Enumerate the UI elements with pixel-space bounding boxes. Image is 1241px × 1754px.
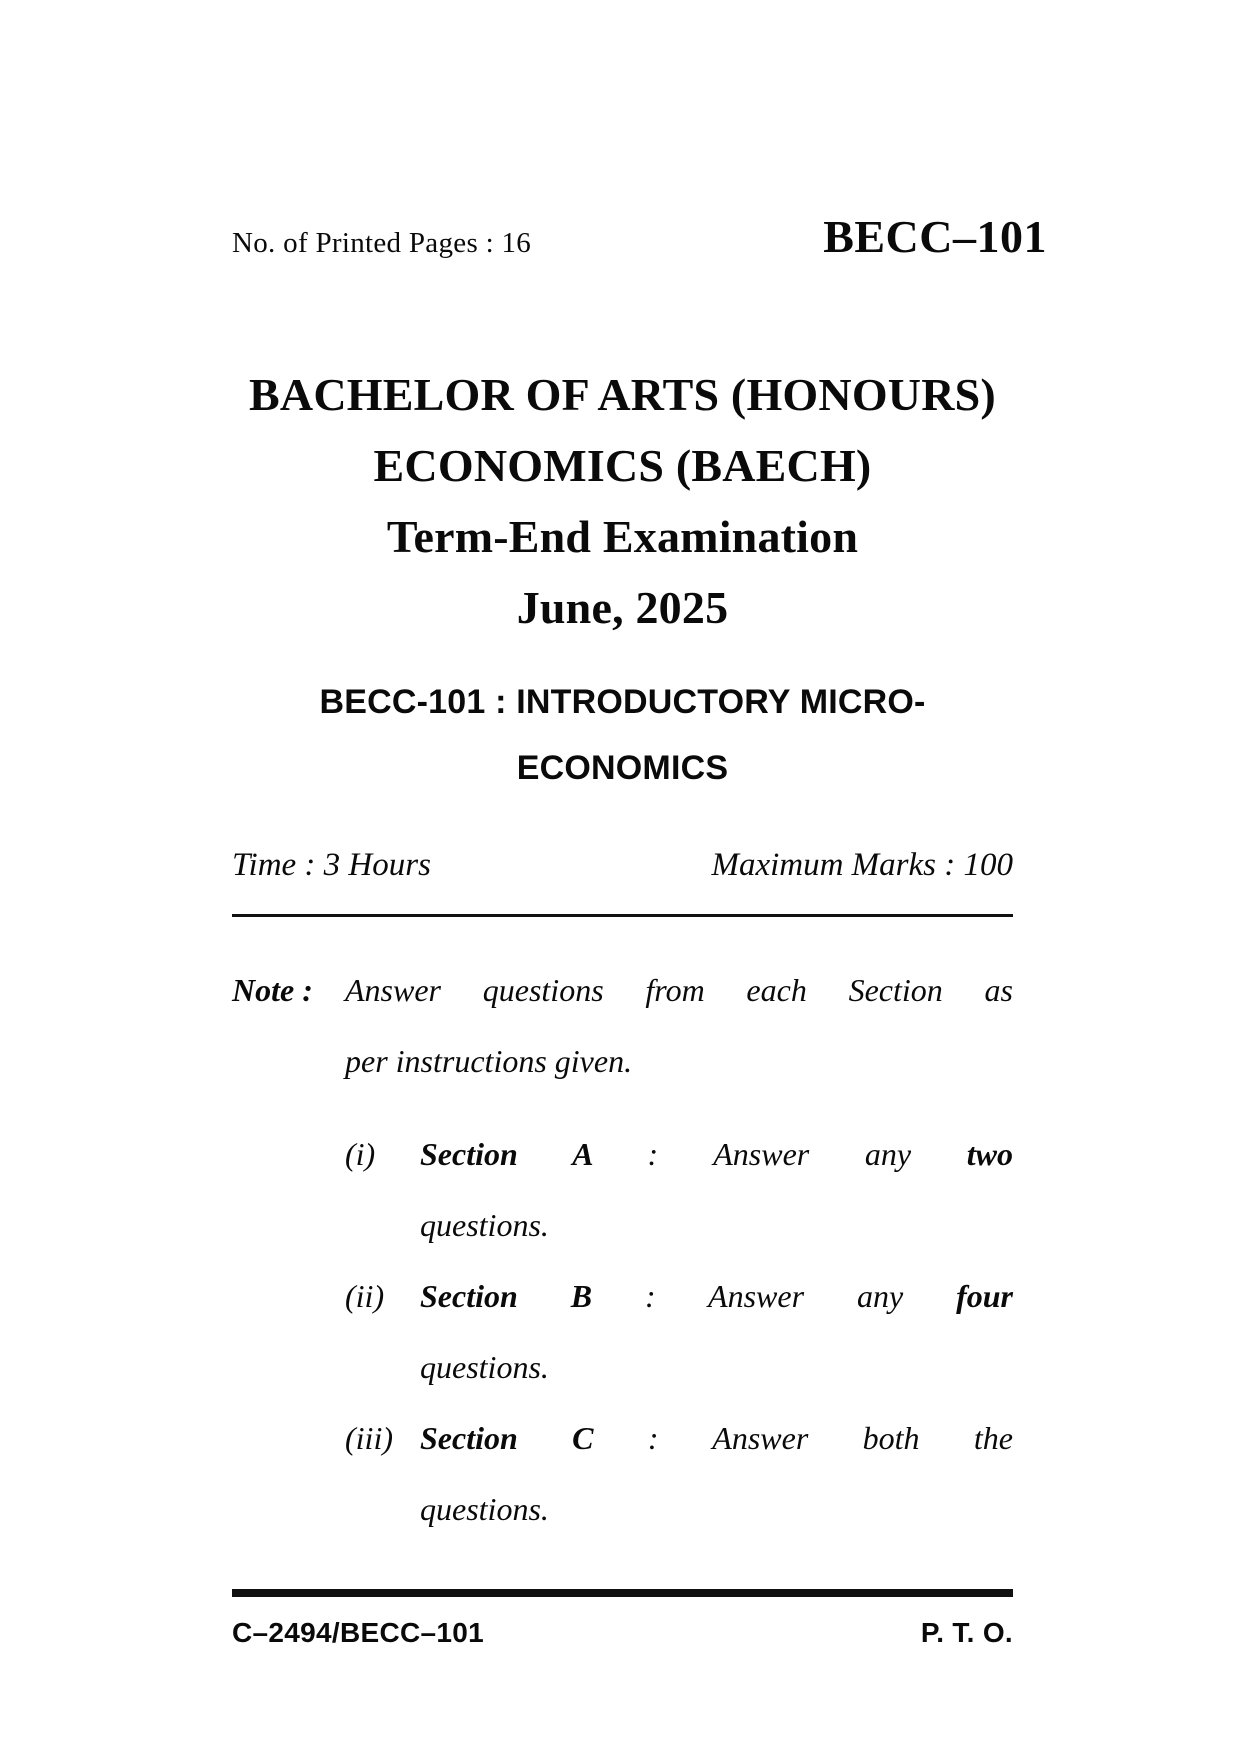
item-text <box>420 1119 1013 1261</box>
paper-code: BECC–101 <box>823 211 1047 262</box>
degree-title-line2: ECONOMICS (BAECH) <box>373 440 872 491</box>
course-subtitle-line1: BECC-101 : INTRODUCTORY MICRO- <box>319 683 926 721</box>
note-body-line1: Answer questions from each Section as <box>345 972 1013 1008</box>
course-subtitle-line2: ECONOMICS <box>516 749 729 787</box>
item-marker: (iii) <box>345 1420 393 1456</box>
item-instruction: : Answer any <box>647 1136 967 1172</box>
note-body <box>345 955 1013 1097</box>
degree-title-line1: BACHELOR OF ARTS (HONOURS) <box>249 369 996 420</box>
exam-title: Term-End Examination <box>386 511 859 562</box>
item-line1 <box>420 1119 1013 1190</box>
section-name: Section A <box>420 1136 648 1172</box>
time-allowed: Time : 3 Hours <box>232 847 431 883</box>
item-count: four <box>956 1278 1013 1314</box>
item-instruction: : Answer both the <box>647 1420 1014 1456</box>
pto-label: P. T. O. <box>920 1617 1013 1648</box>
item-marker: (ii) <box>345 1278 385 1314</box>
printed-pages-note: No. of Printed Pages : 16 <box>232 227 532 259</box>
item-marker: (i) <box>345 1136 376 1172</box>
note-head <box>232 955 1013 1097</box>
note-section <box>232 955 1013 1545</box>
instruction-item-section-c <box>345 1403 1013 1545</box>
instruction-item-section-b <box>345 1261 1013 1403</box>
course-subtitle-block <box>232 669 1013 801</box>
item-text <box>420 1261 1013 1403</box>
maximum-marks: Maximum Marks : 100 <box>711 847 1013 883</box>
catalogue-code: C–2494/BECC–101 <box>232 1617 484 1648</box>
header-row <box>232 210 1047 263</box>
item-line2: questions. <box>420 1491 549 1527</box>
item-line2: questions. <box>420 1207 549 1243</box>
horizontal-divider <box>232 914 1013 917</box>
item-text <box>420 1403 1013 1545</box>
item-line1 <box>420 1261 1013 1332</box>
section-name: Section C <box>420 1420 648 1456</box>
exam-session: June, 2025 <box>516 582 729 633</box>
note-label: Note : <box>232 972 313 1008</box>
item-line2: questions. <box>420 1349 549 1385</box>
double-horizontal-divider <box>232 1589 1013 1597</box>
title-block <box>232 359 1013 643</box>
meta-row <box>232 847 1013 884</box>
item-instruction: : Answer any <box>645 1278 957 1314</box>
section-name: Section B <box>420 1278 645 1314</box>
instruction-item-section-a <box>345 1119 1013 1261</box>
item-count: two <box>966 1136 1014 1172</box>
instruction-list <box>345 1119 1013 1545</box>
item-line1 <box>420 1403 1013 1474</box>
note-body-line2: per instructions given. <box>345 1043 633 1079</box>
footer-row <box>232 1617 1013 1649</box>
